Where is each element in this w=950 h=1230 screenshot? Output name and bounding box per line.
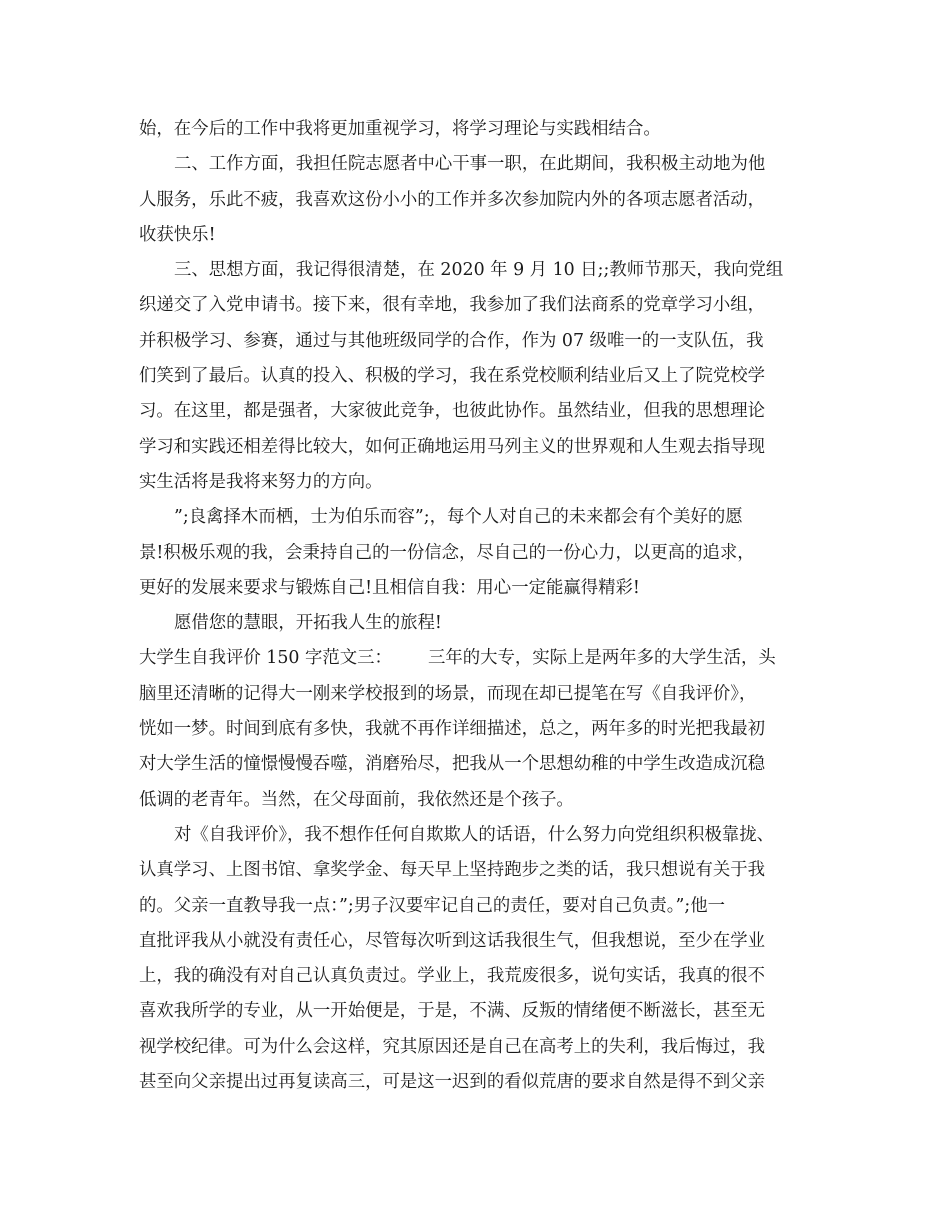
- text-line: 的。父亲一直教导我一点：”;男子汉要牢记自己的责任，要对自己负责。”;他一: [139, 895, 725, 916]
- text-line: 收获快乐!: [139, 224, 216, 245]
- document-body: [139, 112, 819, 1100]
- text-line: 景!积极乐观的我，会秉持自己的一份信念，尽自己的一份心力，以更高的追求，: [139, 542, 755, 563]
- text-line: 脑里还清晰的记得大一刚来学校报到的场景，而现在却已提笔在写《自我评价》，: [139, 683, 757, 704]
- text-line: 实生活将是我将来努力的方向。: [139, 471, 383, 492]
- text-line: 上，我的确没有对自己认真负责过。学业上，我荒废很多，说句实话，我真的很不: [139, 966, 766, 987]
- text-line: 始，在今后的工作中我将更加重视学习，将学习理论与实践相结合。: [139, 119, 661, 139]
- text-line: 织递交了入党申请书。接下来，很有幸地，我参加了我们法商系的党章学习小组，: [139, 295, 766, 316]
- text-line: 认真学习、上图书馆、拿奖学金、每天早上坚持跑步之类的话，我只想说有关于我: [139, 860, 766, 881]
- text-line: 愿借您的慧眼，开拓我人生的旅程!: [174, 613, 442, 634]
- text-line: 甚至向父亲提出过再复读高三，可是这一迟到的看似荒唐的要求自然是得不到父亲: [139, 1072, 766, 1093]
- text-line: 对《自我评价》，我不想作任何自欺欺人的话语，什么努力向党组织积极靠拢、: [174, 824, 774, 845]
- text-line: 二、工作方面，我担任院志愿者中心干事一职，在此期间，我积极主动地为他: [174, 154, 766, 175]
- text-line: 们笑到了最后。认真的投入、积极的学习，我在系党校顺利结业后又上了院党校学: [139, 366, 766, 387]
- text-line: 人服务，乐此不疲，我喜欢这份小小的工作并多次参加院内外的各项志愿者活动，: [139, 189, 766, 210]
- text-line: 低调的老青年。当然，在父母面前，我依然还是个孩子。: [139, 789, 574, 810]
- text-line: 视学校纪律。可为什么会这样，究其原因还是自己在高考上的失利，我后悔过，我: [139, 1036, 766, 1057]
- text-line: 更好的发展来要求与锻炼自己!且相信自我：用心一定能赢得精彩!: [139, 577, 640, 598]
- text-line: ”;良禽择木而栖，士为伯乐而容”;，每个人对自己的未来都会有个美好的愿: [174, 507, 743, 528]
- text-line: 并积极学习、参赛，通过与其他班级同学的合作，作为 07 级唯一的一支队伍，我: [139, 330, 764, 351]
- text-line: 直批评我从小就没有责任心，尽管每次听到这话我很生气，但我想说，至少在学业: [139, 930, 766, 951]
- text-line: 喜欢我所学的专业，从一开始便是，于是，不满、反叛的情绪便不断滋长，甚至无: [139, 1001, 766, 1022]
- text-line: 学习和实践还相差得比较大，如何正确地运用马列主义的世界观和人生观去指导现: [139, 436, 766, 457]
- section-heading: 大学生自我评价 150 字范文三：: [139, 648, 392, 669]
- text-line: 三、思想方面，我记得很清楚，在 2020 年 9 月 10 日;;教师节那天，我向党组: [174, 260, 784, 281]
- text-line: 对大学生活的憧憬慢慢吞噬，消磨殆尽，把我从一个思想幼稚的中学生改造成沉稳: [139, 754, 766, 775]
- text-line: 习。在这里，都是强者，大家彼此竞争，也彼此协作。虽然结业，但我的思想理论: [139, 401, 766, 422]
- section-heading-continuation: 三年的大专，实际上是两年多的大学生活，头: [427, 648, 776, 669]
- section-heading-line: [139, 641, 819, 676]
- text-line: 恍如一梦。时间到底有多快，我就不再作详细描述，总之，两年多的时光把我最初: [139, 719, 766, 740]
